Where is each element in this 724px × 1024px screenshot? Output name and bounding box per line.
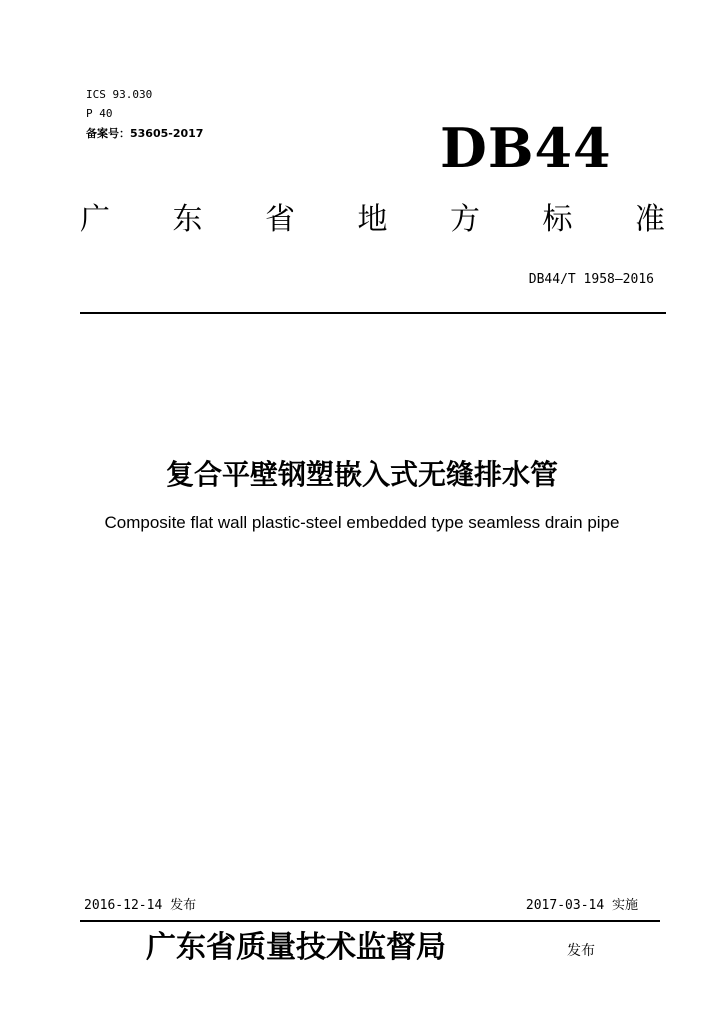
ics-code: ICS 93.030: [86, 88, 153, 101]
standard-type-title: [80, 202, 665, 238]
record-number: 备案号：53605-2017: [86, 127, 204, 140]
chinese-title: 复合平壁钢塑嵌入式无缝排水管: [165, 458, 558, 491]
standard-type-char: 东: [172, 202, 203, 237]
standard-number: DB44/T 1958—2016: [528, 272, 654, 287]
standard-type-char: 准: [635, 202, 665, 237]
issuer-suffix: 发布: [567, 943, 595, 959]
english-title: Composite flat wall plastic-steel embedded type seamless drain pipe: [104, 513, 620, 532]
db-logo: DB44: [440, 116, 612, 180]
issuer-name: 广东省质量技术监督局: [146, 930, 446, 965]
bottom-divider: [80, 920, 660, 922]
ccs-code: P 40: [86, 107, 113, 120]
standard-type-char: 方: [450, 202, 480, 237]
standard-type-char: 省: [265, 202, 295, 237]
standard-type-char: 标: [542, 202, 573, 237]
implementation-date: 2017-03-14 实施: [525, 898, 638, 913]
standard-type-char: 广: [80, 202, 110, 237]
top-divider: [80, 312, 666, 314]
issue-date: 2016-12-14 发布: [84, 898, 197, 913]
standard-type-char: 地: [357, 202, 388, 237]
